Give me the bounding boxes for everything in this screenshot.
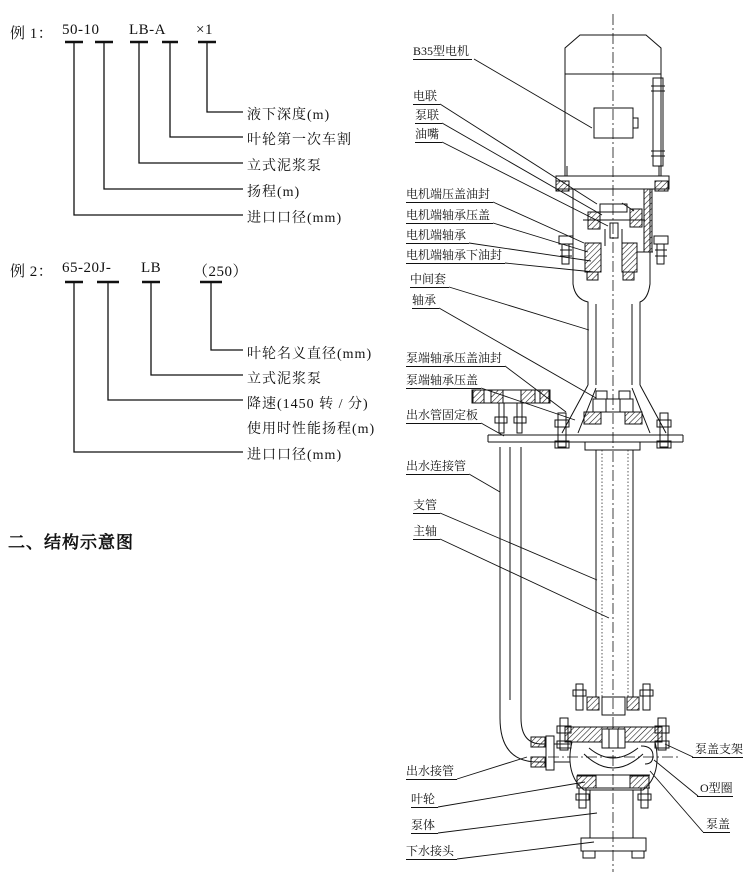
example1-label: 扬程(m)	[247, 185, 301, 200]
part-label-pump-cover: 泵盖	[703, 817, 730, 833]
part-label-motor: B35型电机	[413, 44, 472, 60]
o-ring	[641, 746, 653, 764]
example2-label: 进口口径(mm)	[247, 448, 343, 463]
suction-connector	[581, 790, 646, 858]
example1-label: 立式泥浆泵	[247, 159, 322, 174]
example2-label: 立式泥浆泵	[247, 372, 322, 387]
example2-tree-lines	[65, 282, 243, 452]
example2-code-part: （250）	[193, 264, 249, 280]
example2-label: 降速(1450 转 / 分)	[247, 397, 369, 412]
discharge-pipe-flange	[472, 390, 550, 433]
motor-base-flange	[556, 166, 669, 191]
terminal-box	[594, 108, 633, 138]
part-label-motor-end-bearing: 电机端轴承	[406, 228, 469, 244]
section-heading: 二、结构示意图	[8, 533, 134, 552]
part-label-intermediate-sleeve: 中间套	[410, 272, 449, 288]
example1-code-part: 50-10	[62, 22, 100, 38]
part-label-outlet-pipe: 出水接管	[406, 764, 457, 780]
part-label-grease-nipple: 油嘴	[415, 127, 442, 143]
example2-label: 使用时性能扬程(m)	[247, 422, 376, 437]
example1-code-part: LB-A	[129, 22, 166, 38]
example1-prefix: 例 1：	[10, 26, 54, 42]
pump-end-bearing	[562, 385, 666, 433]
part-label-impeller: 叶轮	[411, 792, 438, 808]
part-label-outlet-fixing-plate: 出水管固定板	[406, 408, 481, 424]
part-label-o-ring: O型圈	[697, 781, 733, 797]
part-label-pump-end-bearing-gland: 泵端轴承压盖	[406, 373, 481, 389]
example2-code-part: 65-20J-	[62, 260, 112, 276]
part-label-cover-support: 泵盖支架	[692, 742, 743, 758]
example1-label: 液下深度(m)	[247, 108, 331, 123]
motor-body	[565, 74, 665, 176]
part-label-pump-end-gland-seal: 泵端轴承压盖油封	[406, 351, 505, 367]
part-label-motor-coupling: 电联	[413, 89, 440, 105]
example2-label: 叶轮名义直径(mm)	[247, 347, 373, 362]
example1-code-part: ×1	[196, 22, 213, 38]
motor-end-bearing	[585, 243, 637, 280]
example2-prefix: 例 2：	[10, 264, 54, 280]
part-label-outlet-connecting-pipe: 出水连接管	[406, 459, 469, 475]
example2-code-part: LB	[141, 260, 162, 276]
part-label-bearing: 轴承	[412, 293, 439, 309]
part-label-main-shaft: 主轴	[413, 524, 440, 540]
part-label-motor-end-lower-seal: 电机端轴承下油封	[406, 248, 505, 264]
example1-tree-lines	[65, 42, 243, 215]
part-label-inlet-connector: 下水接头	[406, 844, 457, 860]
part-label-pump-body: 泵体	[411, 818, 438, 834]
example1-label: 进口口径(mm)	[247, 211, 343, 226]
part-label-motor-end-bearing-gland: 电机端轴承压盖	[406, 208, 493, 224]
pump-casing	[570, 742, 657, 808]
part-label-support-pipe: 支管	[413, 498, 440, 514]
impeller	[584, 748, 643, 768]
example1-label: 叶轮第一次车割	[247, 133, 352, 148]
part-label-pump-coupling: 泵联	[415, 108, 442, 124]
part-label-motor-end-gland-seal: 电机端压盖油封	[406, 187, 493, 203]
